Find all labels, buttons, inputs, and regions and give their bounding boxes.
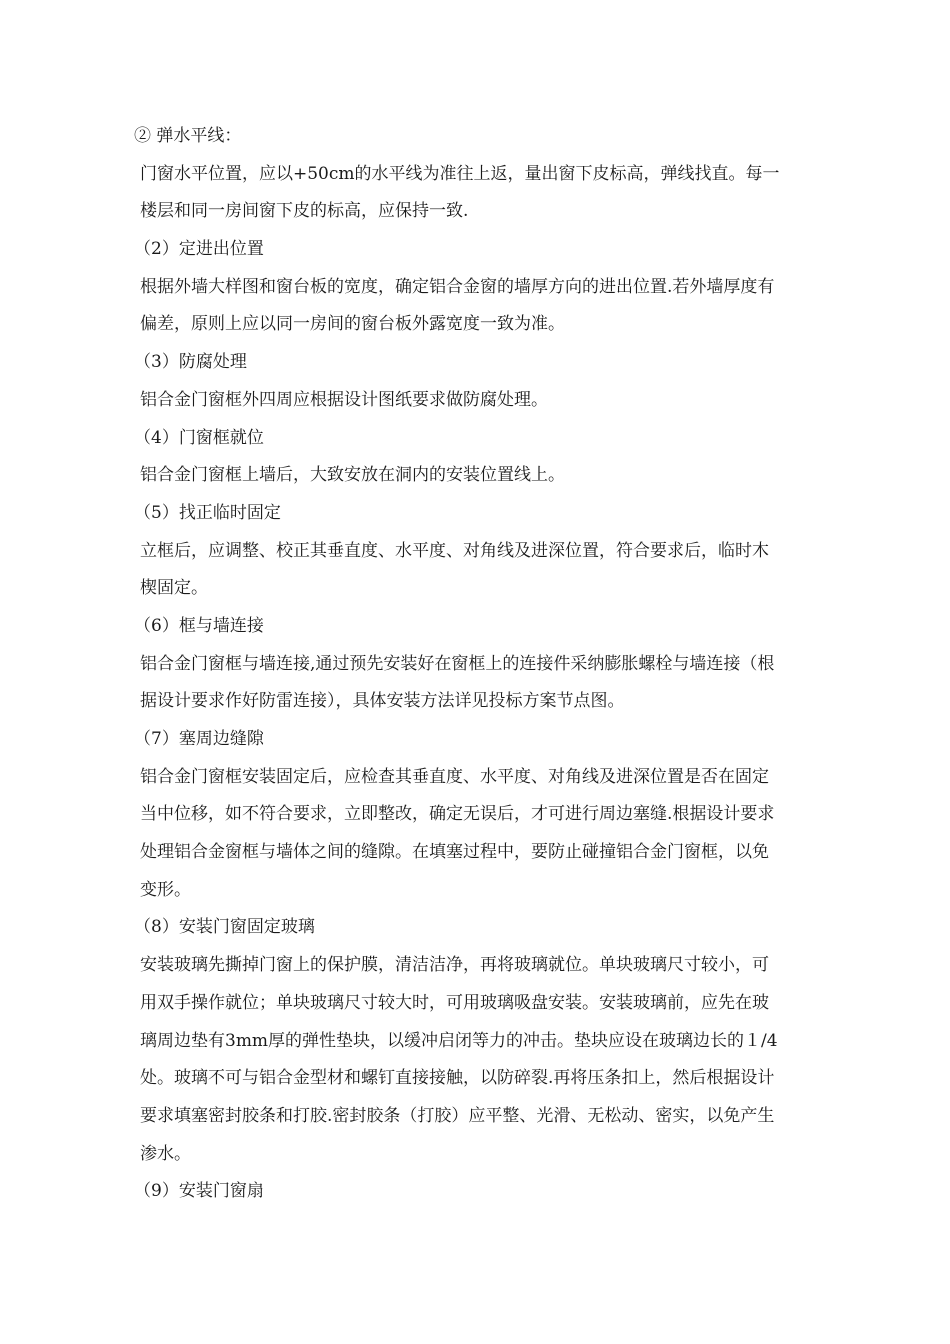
paragraph-line: 用双手操作就位；单块玻璃尺寸较大时，可用玻璃吸盘安装。安装玻璃前，应先在玻	[140, 992, 769, 1013]
section-heading: （2）定进出位置	[134, 239, 264, 260]
paragraph-line: 安装玻璃先撕掉门窗上的保护膜，清洁洁净，再将玻璃就位。单块玻璃尺寸较小，可	[140, 955, 769, 976]
paragraph-line: 铝合金门窗框与墙连接,通过预先安装好在窗框上的连接件采纳膨胀螺栓与墙连接（根	[140, 653, 775, 674]
paragraph-line: 楼层和同一房间窗下皮的标高，应保持一致.	[140, 201, 469, 222]
section-heading: （3）防腐处理	[134, 352, 247, 373]
paragraph-line: 据设计要求作好防雷连接），具体安装方法详见投标方案节点图。	[140, 691, 625, 712]
paragraph-line: 要求填塞密封胶条和打胶.密封胶条（打胶）应平整、光滑、无松动、密实，以免产生	[140, 1105, 775, 1126]
section-heading: （9）安装门窗扇	[134, 1181, 264, 1202]
paragraph-line: 铝合金门窗框外四周应根据设计图纸要求做防腐处理。	[140, 389, 548, 410]
section-heading: （5）找正临时固定	[134, 502, 281, 523]
paragraph-line: 渗水。	[140, 1143, 191, 1164]
paragraph-line: 门窗水平位置，应以+50cm的水平线为准往上返，量出窗下皮标高，弹线找直。每一	[140, 163, 780, 184]
paragraph-line: 立框后，应调整、校正其垂直度、水平度、对角线及进深位置，符合要求后，临时木	[140, 540, 769, 561]
paragraph-line: 处理铝合金窗框与墙体之间的缝隙。在填塞过程中，要防止碰撞铝合金门窗框，以免	[140, 842, 769, 863]
section-heading: （4）门窗框就位	[134, 427, 264, 448]
paragraph-line: 变形。	[140, 879, 191, 900]
section-heading: （7）塞周边缝隙	[134, 729, 264, 749]
paragraph-line: 当中位移，如不符合要求，立即整改，确定无误后，才可进行周边塞缝.根据设计要求	[140, 804, 775, 825]
paragraph-line: 铝合金门窗框安装固定后，应检查其垂直度、水平度、对角线及进深位置是否在固定	[140, 766, 769, 787]
paragraph-line: 处。玻璃不可与铝合金型材和螺钉直接接触，以防碎裂.再将压条扣上，然后根据设计	[140, 1068, 775, 1089]
paragraph-line: 根据外墙大样图和窗台板的宽度，确定铝合金窗的墙厚方向的进出位置.若外墙厚度有	[140, 276, 775, 297]
document-page	[134, 118, 830, 1211]
paragraph-line: 铝合金门窗框上墙后，大致安放在洞内的安装位置线上。	[140, 465, 565, 486]
paragraph-line: 偏差，原则上应以同一房间的窗台板外露宽度一致为准。	[140, 314, 565, 335]
section-heading: （8）安装门窗固定玻璃	[134, 917, 315, 938]
paragraph-line: 璃周边垫有3mm厚的弹性垫块，以缓冲启闭等力的冲击。垫块应设在玻璃边长的１/4	[140, 1030, 778, 1051]
section-heading: ② 弹水平线：	[134, 126, 242, 146]
paragraph-line: 楔固定。	[140, 578, 208, 599]
section-heading: （6）框与墙连接	[134, 615, 264, 636]
